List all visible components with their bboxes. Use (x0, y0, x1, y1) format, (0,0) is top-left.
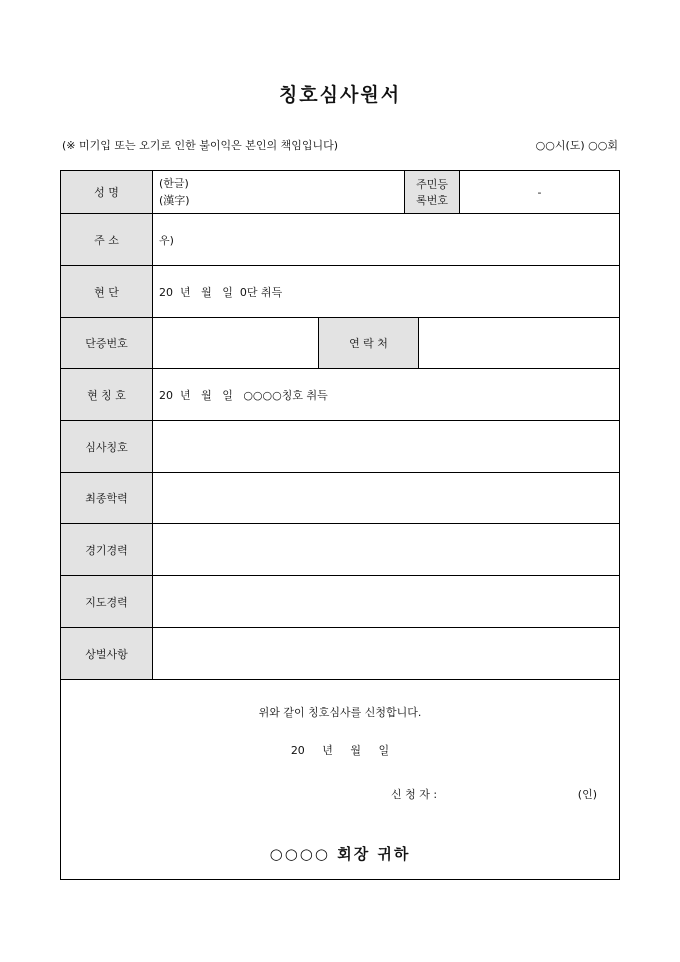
resident-id-label: 주민등록번호 (405, 171, 460, 214)
awards-label: 상벌사항 (61, 628, 153, 680)
cert-number-field[interactable] (153, 318, 319, 369)
education-field[interactable] (153, 473, 620, 524)
address-field[interactable]: 우) (153, 214, 620, 266)
hanja-name-hint: (漢字) (159, 194, 190, 207)
exam-title-row (61, 421, 620, 473)
applicant-label: 신 청 자 : (391, 788, 438, 801)
addressee: ○○○○ 회장 귀하 (269, 845, 411, 863)
awards-row (61, 628, 620, 680)
coaching-field[interactable] (153, 576, 620, 628)
dan-field[interactable]: 20 년 월 일 0단 취득 (153, 266, 620, 318)
education-row (61, 473, 620, 524)
declaration-text: 위와 같이 칭호심사를 신청합니다. (258, 706, 422, 719)
competition-field[interactable] (153, 524, 620, 576)
name-row (61, 171, 620, 214)
competition-label: 경기경력 (61, 524, 153, 576)
footer-section (61, 680, 620, 880)
region-label: ○○시(도) ○○회 (535, 139, 618, 152)
name-label: 성 명 (61, 171, 153, 214)
contact-label: 연 락 처 (319, 318, 419, 369)
dan-label: 현 단 (61, 266, 153, 318)
dan-row (61, 266, 620, 318)
form-title: 칭호심사원서 (278, 84, 402, 106)
education-label: 최종학력 (61, 473, 153, 524)
exam-title-field[interactable] (153, 421, 620, 473)
seal-mark: (인) (577, 788, 598, 801)
exam-title-label: 심사칭호 (61, 421, 153, 473)
awards-field[interactable] (153, 628, 620, 680)
name-field[interactable] (153, 171, 405, 214)
cert-row (61, 318, 620, 369)
current-title-label: 현 칭 호 (61, 369, 153, 421)
current-title-row (61, 369, 620, 421)
address-label: 주 소 (61, 214, 153, 266)
address-row (61, 214, 620, 266)
current-title-field[interactable]: 20 년 월 일 ○○○○칭호 취득 (153, 369, 620, 421)
competition-row (61, 524, 620, 576)
cert-number-label: 단증번호 (61, 318, 153, 369)
coaching-row (61, 576, 620, 628)
resident-id-field[interactable]: - (460, 171, 620, 214)
notice-text: (※ 미기입 또는 오기로 인한 불이익은 본인의 책임입니다) (62, 139, 339, 152)
application-date: 20 년 월 일 (290, 744, 390, 757)
footer-row (61, 680, 620, 880)
coaching-label: 지도경력 (61, 576, 153, 628)
form-table (60, 170, 620, 880)
contact-field[interactable] (419, 318, 620, 369)
korean-name-hint: (한글) (159, 177, 189, 190)
